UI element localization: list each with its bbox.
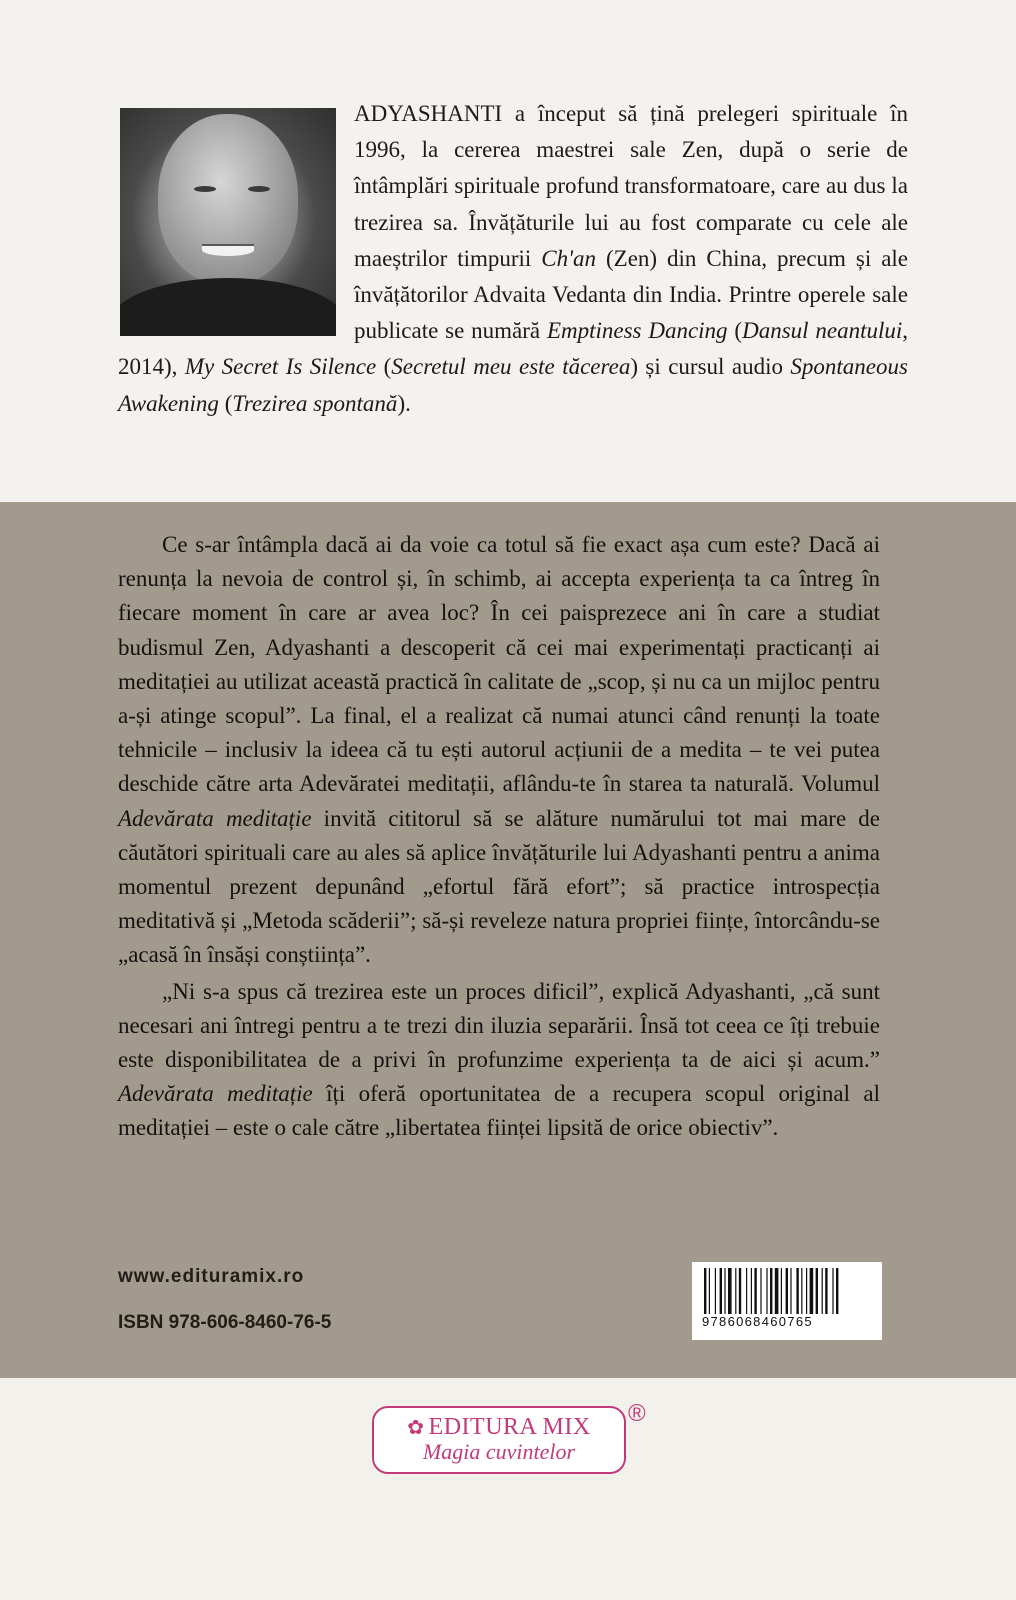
barcode-bar <box>801 1268 802 1314</box>
bio-text: (Zen) din China, precum și ale învățătorilor Advaita Vedanta din India. Printre operele sale publicate se numără <box>354 245 908 344</box>
flower-icon: ✿ <box>407 1417 425 1439</box>
bio-text: , 2014), <box>118 318 908 380</box>
barcode-bar <box>715 1268 716 1314</box>
publisher-logo <box>372 1406 626 1474</box>
barcode-bar <box>760 1268 761 1314</box>
bio-text: ( <box>727 318 743 344</box>
barcode-bars <box>702 1268 874 1314</box>
barcode-bar <box>739 1268 741 1314</box>
publisher-name: EDITURA MIX <box>428 1414 591 1440</box>
barcode-bar <box>836 1268 838 1314</box>
barcode-bar <box>806 1268 807 1314</box>
barcode-bar <box>746 1268 747 1314</box>
bio-text: ADYASHANTI a început să țină prelegeri spirituale în 1996, la cererea maestrei sale Zen, după o serie de întâmplări spirituale profund transformatoare, care au dus la trezirea sa. Învățăturile lui au fost comparate cu cele ale maeștrilor timpurii <box>354 101 908 271</box>
description-text: Ce s-ar întâmpla dacă ai da voie ca totul să fie exact așa cum este? Dacă ai renunța la nevoia de control și, în schimb, ai accepta experiența ta ca întreg în fiecare moment în care ar avea loc? În cei paisprezece ani în care a studiat budismul Zen, Adyashanti a descoperit că cei mai experimentați practicanți ai meditației au utilizat această practică în calitate de „scop, și nu ca un mijloc pentru a-și atinge scopul”. La final, el a realizat că numai atunci când renunți la toate tehnicile – inclusiv la ideea că tu ești autorul acțiunii de a medita – te vei putea deschide către arta Adevăratei meditații, aflându-te în starea ta naturală. Volumul <box>118 532 880 797</box>
barcode-bar <box>810 1268 814 1314</box>
photo-spacer <box>118 96 354 340</box>
barcode-bar <box>786 1268 788 1314</box>
bio-italic-chan: Ch'an <box>541 245 597 271</box>
barcode-bar <box>728 1268 732 1314</box>
author-bio <box>118 96 908 422</box>
barcode-bar <box>790 1268 791 1314</box>
isbn-label: ISBN 978-606-8460-76-5 <box>118 1312 332 1333</box>
registered-mark: ® <box>628 1400 646 1427</box>
barcode-bar <box>720 1268 722 1314</box>
bio-text: ). <box>397 390 411 416</box>
description-paragraph-1 <box>118 528 880 973</box>
barcode-bar <box>704 1268 706 1314</box>
bio-text: ) și cursul audio <box>630 354 791 380</box>
bio-book-title: My Secret Is Silence <box>184 354 377 380</box>
publisher-tagline: Magia cuvintelor <box>422 1439 576 1464</box>
book-title: Adevărata meditație <box>118 805 312 831</box>
barcode-bar <box>770 1268 772 1314</box>
barcode-bar <box>766 1268 767 1314</box>
barcode-bar <box>796 1268 798 1314</box>
description-text: invită cititorul să se alăture numărului tot mai mare de căutători spirituali care au ales să aplice învățăturile lui Adyashanti pentru a anima momentul prezent depunând „efortul fără efort”; să practice introspecția meditativă și „Metoda scăderii”; să-și reveleze natura propriei ființe, întorcându-se „acasă în însăși conștiința”. <box>118 805 881 968</box>
bio-book-title: Secretul meu este tăcerea <box>391 354 631 380</box>
barcode-bar <box>735 1268 736 1314</box>
barcode-bar <box>751 1268 752 1314</box>
description-text: „Ni s-a spus că trezirea este un proces dificil”, explică Adyashanti, „că sunt necesari ani întregi pentru a te trezi din iluzia separării. Însă tot ceea ce îți trebuie este disponibilitatea de a privi în profunzime experiența ta de aici și acum.” <box>118 978 880 1073</box>
barcode-bar <box>825 1268 827 1314</box>
publisher-website[interactable]: www.edituramix.ro <box>118 1266 305 1287</box>
bio-book-title: Dansul neantului <box>742 318 903 344</box>
barcode <box>692 1262 882 1340</box>
bio-book-title: Emptiness Dancing <box>546 318 728 344</box>
barcode-bar <box>832 1268 833 1314</box>
barcode-number: 9786068460765 <box>702 1314 874 1329</box>
bio-book-title: Spontaneous Awakening <box>118 354 908 416</box>
bio-text: ( <box>376 354 392 380</box>
description-text: îți oferă oportunitatea de a recupera scopul original al meditației – este o cale către „libertatea ființei lipsită de orice obiectiv”. <box>118 1081 880 1141</box>
book-title: Adevărata meditație <box>118 1081 313 1107</box>
bio-book-title: Trezirea spontană <box>232 390 398 416</box>
barcode-bar <box>754 1268 756 1314</box>
barcode-bar <box>816 1268 818 1314</box>
barcode-bar <box>781 1268 782 1314</box>
barcode-bar <box>724 1268 725 1314</box>
book-description <box>118 528 880 1148</box>
barcode-bar <box>709 1268 710 1314</box>
description-paragraph-2 <box>118 975 880 1146</box>
bio-text: ( <box>218 390 233 416</box>
barcode-bar <box>822 1268 823 1314</box>
barcode-bar <box>775 1268 779 1314</box>
